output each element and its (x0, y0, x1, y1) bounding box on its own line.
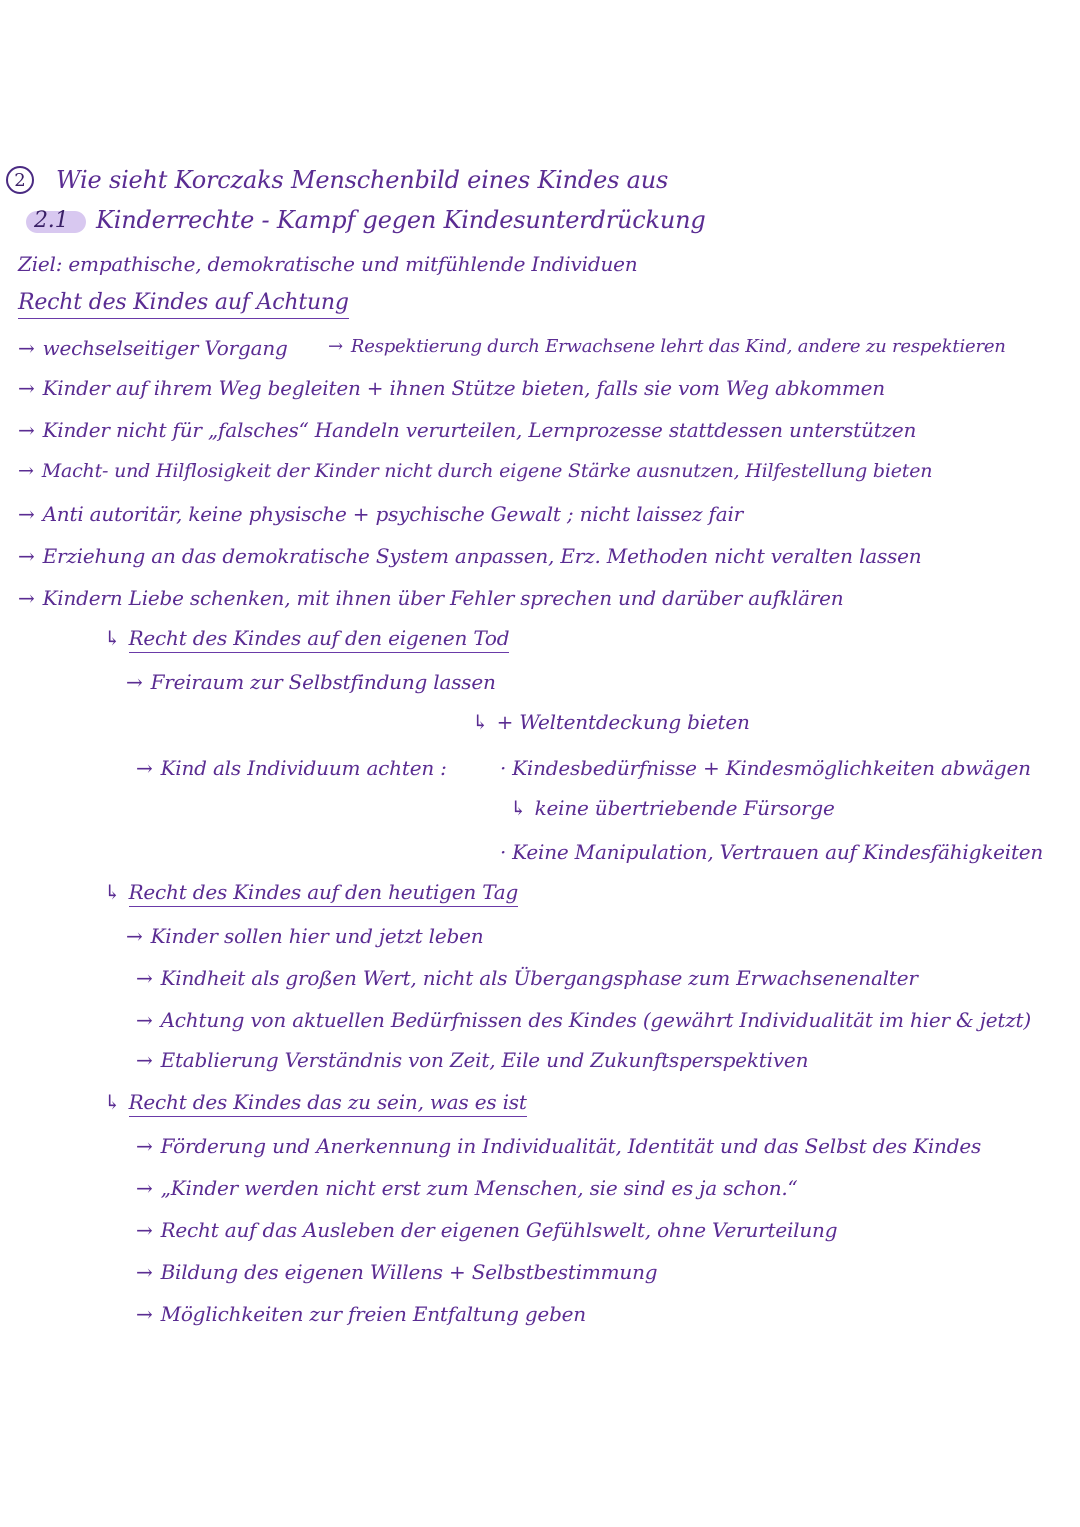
tod-item-1-sub-text: + Weltentdeckung bieten (496, 710, 750, 734)
heading-achtung (18, 292, 349, 319)
sein-item-2 (136, 1178, 798, 1198)
sein-item-4 (136, 1262, 657, 1282)
arrow-icon: → (136, 1218, 153, 1242)
heading-achtung-text: Recht des Kindes auf Achtung (18, 292, 349, 319)
achtung-side-note (328, 338, 1006, 356)
sein-item-3 (136, 1220, 837, 1240)
heading-sein-text: Recht des Kindes das zu sein, was es ist (129, 1092, 527, 1117)
subsection-title: Kinderrechte - Kampf gegen Kindesunterdrückung (96, 206, 706, 234)
arrow-icon: → (18, 544, 35, 568)
tod-bullet-2-text: keine übertriebende Fürsorge (534, 796, 835, 820)
arrow-icon: → (18, 586, 35, 610)
corner-arrow-icon: ↳ (104, 1090, 121, 1114)
arrow-icon: → (136, 1048, 153, 1072)
arrow-icon: → (18, 418, 35, 442)
arrow-icon: → (18, 502, 35, 526)
arrow-icon: → (136, 1302, 153, 1326)
arrow-icon: → (18, 336, 35, 360)
tod-bullet-1-text: Kindesbedürfnisse + Kindesmöglichkeiten abwägen (512, 756, 1031, 780)
achtung-item-1-text: wechselseitiger Vorgang (42, 336, 288, 360)
tod-item-1-sub (472, 712, 750, 732)
heute-item-1 (126, 926, 483, 946)
goal-line: Ziel: empathische, demokratische und mitfühlende Individuen (18, 252, 638, 276)
arrow-icon: → (328, 336, 343, 357)
section-number: 2 (14, 169, 26, 191)
sein-item-1-text: Förderung und Anerkennung in Individualität, Identität und das Selbst des Kindes (160, 1134, 982, 1158)
arrow-icon: → (136, 756, 153, 780)
sein-item-3-text: Recht auf das Ausleben der eigenen Gefühlswelt, ohne Verurteilung (160, 1218, 838, 1242)
heute-item-3 (136, 1010, 1031, 1030)
bullet-dot-icon: · (500, 840, 507, 864)
arrow-icon: → (136, 966, 153, 990)
heute-item-3-text: Achtung von aktuellen Bedürfnissen des Kindes (gewährt Individualität im hier & jetzt) (160, 1008, 1031, 1032)
achtung-side-note-text: Respektierung durch Erwachsene lehrt das Kind, andere zu respektieren (350, 336, 1006, 357)
sein-item-5 (136, 1304, 586, 1324)
arrow-icon: → (136, 1176, 153, 1200)
sein-item-2-text: „Kinder werden nicht erst zum Menschen, sie sind es ja schon.“ (160, 1176, 798, 1200)
arrow-icon: → (136, 1008, 153, 1032)
tod-bullet-1 (500, 758, 1031, 778)
subsection-number: 2.1 (34, 208, 69, 233)
achtung-item-6 (18, 546, 921, 566)
sein-item-1 (136, 1136, 981, 1156)
achtung-item-4 (18, 462, 932, 481)
tod-item-2 (136, 758, 447, 778)
section-title: Wie sieht Korczaks Menschenbild eines Kindes aus (56, 166, 669, 194)
achtung-item-3 (18, 420, 916, 440)
achtung-item-4-text: Macht- und Hilflosigkeit der Kinder nicht durch eigene Stärke ausnutzen, Hilfestellung bieten (41, 460, 933, 482)
achtung-item-6-text: Erziehung an das demokratische System anpassen, Erz. Methoden nicht veralten lassen (42, 544, 922, 568)
sein-item-4-text: Bildung des eigenen Willens + Selbstbestimmung (160, 1260, 658, 1284)
achtung-item-7-text: Kindern Liebe schenken, mit ihnen über Fehler sprechen und darüber aufklären (42, 586, 844, 610)
corner-arrow-icon: ↳ (510, 796, 527, 820)
arrow-icon: → (18, 376, 35, 400)
heading-sein (104, 1092, 527, 1117)
bullet-dot-icon: · (500, 756, 507, 780)
achtung-item-2-text: Kinder auf ihrem Weg begleiten + ihnen Stütze bieten, falls sie vom Weg abkommen (42, 376, 885, 400)
heute-item-2 (136, 968, 918, 988)
heading-heute-text: Recht des Kindes auf den heutigen Tag (129, 882, 519, 907)
achtung-item-3-text: Kinder nicht für „falsches“ Handeln verurteilen, Lernprozesse stattdessen unterstützen (42, 418, 917, 442)
section-number-badge (6, 166, 34, 194)
achtung-item-1 (18, 338, 288, 358)
arrow-icon: → (136, 1260, 153, 1284)
arrow-icon: → (126, 924, 143, 948)
tod-bullet-3 (500, 842, 1043, 862)
tod-bullet-3-text: Keine Manipulation, Vertrauen auf Kindesfähigkeiten (512, 840, 1044, 864)
sein-item-5-text: Möglichkeiten zur freien Entfaltung geben (160, 1302, 586, 1326)
arrow-icon: → (18, 460, 34, 482)
tod-item-1 (126, 672, 496, 692)
corner-arrow-icon: ↳ (472, 710, 489, 734)
achtung-item-2 (18, 378, 885, 398)
heading-tod (104, 628, 509, 653)
heading-tod-text: Recht des Kindes auf den eigenen Tod (129, 628, 510, 653)
heute-item-4-text: Etablierung Verständnis von Zeit, Eile und Zukunftsperspektiven (160, 1048, 809, 1072)
achtung-item-5-text: Anti autoritär, keine physische + psychische Gewalt ; nicht laissez fair (42, 502, 744, 526)
corner-arrow-icon: ↳ (104, 626, 121, 650)
heute-item-4 (136, 1050, 808, 1070)
achtung-item-5 (18, 504, 743, 524)
arrow-icon: → (126, 670, 143, 694)
corner-arrow-icon: ↳ (104, 880, 121, 904)
tod-bullet-2 (510, 798, 835, 818)
arrow-icon: → (136, 1134, 153, 1158)
heute-item-1-text: Kinder sollen hier und jetzt leben (150, 924, 484, 948)
heading-heute (104, 882, 518, 907)
heute-item-2-text: Kindheit als großen Wert, nicht als Übergangsphase zum Erwachsenenalter (160, 966, 918, 990)
tod-item-2-text: Kind als Individuum achten : (160, 756, 447, 780)
achtung-item-7 (18, 588, 843, 608)
tod-item-1-text: Freiraum zur Selbstfindung lassen (150, 670, 496, 694)
